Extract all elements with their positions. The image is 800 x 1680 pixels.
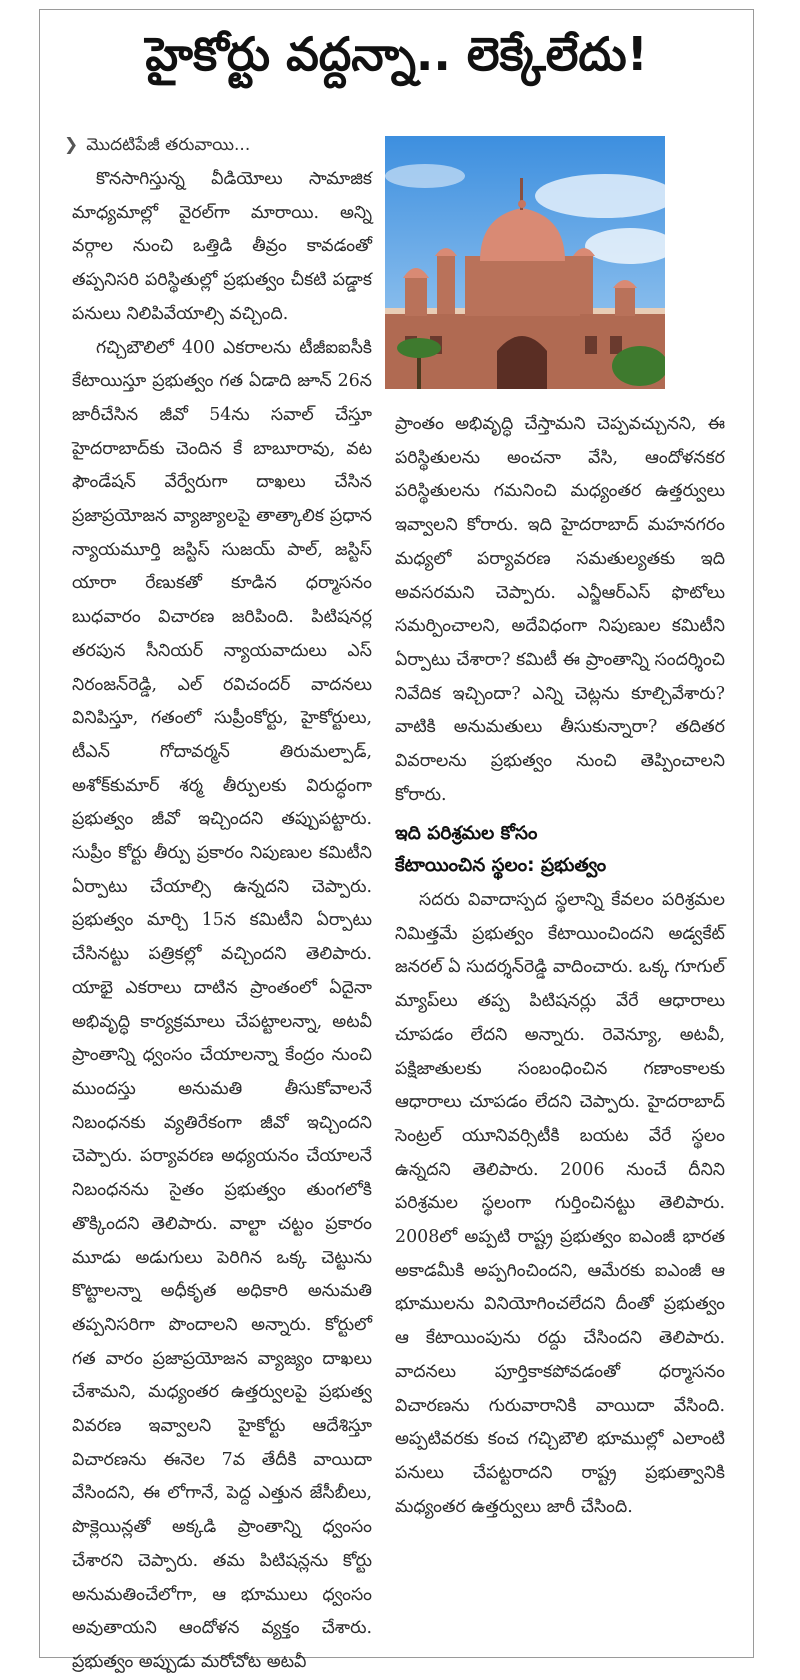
headline: హైకోర్టు వద్దన్నా.. లెక్కేలేదు!	[145, 27, 648, 81]
paragraph: సదరు వివాదాస్పద స్థలాన్ని కేవలం పరిశ్రమల నిమిత్తమే ప్రభుత్వం కేటాయించిందని అడ్వకేట్ జనరల్ ఏ సుదర్శన్‌రెడ్డి వాదించారు. ఒక్క గూగుల్ మ్యాప్‌లు తప్ప పిటిషనర్లు వేరే ఆధారాలు చూపడం లేదని అన్నారు. రెవెన్యూ, అటవీ, పక్షిజాతులకు సంబంధించిన గణాంకాలకు ఆధారాలు చూపడం లేదని చెప్పారు. హైదరాబాద్ సెంట్రల్ యూనివర్సిటీకి బయట వేరే స్థలం ఉన్నదని తెలిపారు. 2006 నుంచే దీనిని పరిశ్రమల స్థలంగా గుర్తించినట్టు తెలిపారు. 2008లో అప్పటి రాష్ట్ర ప్రభుత్వం ఐఎంజీ భారత అకాడమీకి అప్పగించిందని, ఆమేరకు ఐఎంజీ ఆ భూములను వినియోగించలేదని దీంతో ప్రభుత్వం ఆ కేటాయింపును రద్దు చేసిందని తెలిపారు. వాదనలు పూర్తికాకపోవడంతో ధర్మాసనం విచారణను గురువారానికి వాయిదా వేసింది. అప్పటివరకు కంచ గచ్చిబౌలి భూముల్లో ఎలాంటి పనులు చేపట్టరాదని రాష్ట్ర ప్రభుత్వానికి మధ్యంతర ఉత్తర్వులు జారీ చేసింది.	[395, 890, 725, 1517]
subheading	[395, 818, 725, 882]
chevron-right-icon: ❯	[64, 135, 79, 155]
kicker	[64, 135, 250, 159]
newspaper-clipping	[39, 9, 754, 1672]
left-column	[72, 163, 372, 1680]
paragraph: గచ్చిబౌలిలో 400 ఎకరాలను టీజీఐఐసీకి కేటాయిస్తూ ప్రభుత్వం గత ఏడాది జూన్ 26న జారీచేసిన జీవో 54ను సవాల్ చేస్తూ హైదరాబాద్‌కు చెందిన కే బాబూరావు, వట ఫౌండేషన్ వేర్వేరుగా దాఖలు చేసిన ప్రజాప్రయోజన వ్యాజ్యాలపై తాత్కాలిక ప్రధాన న్యాయమూర్తి జస్టిస్ సుజయ్ పాల్, జస్టిస్ యారా రేణుకతో కూడిన ధర్మాసనం బుధవారం విచారణ జరిపింది. పిటిషనర్ల తరపున సీనియర్ న్యాయవాదులు ఎస్ నిరంజన్‌రెడ్డి, ఎల్ రవిచందర్ వాదనలు వినిపిస్తూ, గతంలో సుప్రీంకోర్టు, హైకోర్టులు, టీఎన్ గోదావర్మన్ తిరుమల్పాడ్, అశోక్‌కుమార్ శర్మ తీర్పులకు విరుద్ధంగా ప్రభుత్వం జీవో ఇచ్చిందని తప్పుపట్టారు. సుప్రీం కోర్టు తీర్పు ప్రకారం నిపుణుల కమిటీని ఏర్పాటు చేయాల్సి ఉన్నదని చెప్పారు. ప్రభుత్వం మార్చి 15న కమిటీని ఏర్పాటు చేసినట్టు పత్రికల్లో వచ్చిందని తెలిపారు. యాభై ఎకరాలు దాటిన ప్రాంతంలో ఏదైనా అభివృద్ధి కార్యక్రమాలు చేపట్టాలన్నా, అటవీ ప్రాంతాన్ని ధ్వంసం చేయాలన్నా కేంద్రం నుంచి ముందస్తు అనుమతి తీసుకోవాలనే నిబంధనకు వ్యతిరేకంగా జీవో ఇచ్చిందని చెప్పారు. పర్యావరణ అధ్యయనం చేయాలనే నిబంధనను సైతం ప్రభుత్వం తుంగలోకి తొక్కిందని తెలిపారు. వాల్టా చట్టం ప్రకారం మూడు అడుగులు పెరిగిన ఒక్క చెట్టును కొట్టాలన్నా అధీకృత అధికారి అనుమతి తప్పనిసరిగా పొందాలని అన్నారు. కోర్టులో గత వారం ప్రజాప్రయోజన వ్యాజ్యం దాఖలు చేశామని, మధ్యంతర ఉత్తర్వులపై ప్రభుత్వ వివరణ ఇవ్వాలని హైకోర్టు ఆదేశిస్తూ విచారణను ఈనెల 7వ తేదీకి వాయిదా వేసిందని, ఈ లోగానే, పెద్ద ఎత్తున జేసీబీలు, పొక్లెయిన్లతో అక్కడి ప్రాంతాన్ని ధ్వంసం చేశారని చెప్పారు. తమ పిటిషన్లను కోర్టు అనుమతించేలోగా, ఆ భూములు ధ్వంసం అవుతాయని ఆందోళన వ్యక్తం చేశారు. ప్రభుత్వం అప్పుడు మరోచోట అటవీ	[72, 337, 372, 1672]
paragraph: ప్రాంతం అభివృద్ధి చేస్తామని చెప్పవచ్చునని, ఈ పరిస్థితులను అంచనా వేసి, ఆందోళనకర పరిస్థితులను గమనించి మధ్యంతర ఉత్తర్వులు ఇవ్వాలని కోరారు. ఇది హైదరాబాద్ మహనగరం మధ్యలో పర్యావరణ సమతుల్యతకు ఇది అవసరమని చెప్పారు. ఎన్జీఆర్ఎస్ ఫొటోలు సమర్పించాలని, అదేవిధంగా నిపుణుల కమిటీని ఏర్పాటు చేశారా? కమిటీ ఈ ప్రాంతాన్ని సందర్శించి నివేదిక ఇచ్చిందా? ఎన్ని చెట్లను కూల్చివేశారు? వాటికి అనుమతులు తీసుకున్నారా? తదితర వివరాలను ప్రభుత్వం నుంచి తెప్పించాలని కోరారు.	[395, 414, 725, 805]
kicker-text: మొదటిపేజీ తరువాయి...	[86, 135, 251, 155]
right-column-top	[395, 408, 725, 812]
paragraph: కొనసాగిస్తున్న వీడియోలు సామాజిక మాధ్యమాల్లో వైరల్‌గా మారాయి. అన్ని వర్గాల నుంచి ఒత్తిడి తీవ్రం కావడంతో తప్పనిసరి పరిస్థితుల్లో ప్రభుత్వం చీకటి పడ్డాక పనులు నిలిపివేయాల్సి వచ్చింది.	[72, 169, 372, 324]
high-court-photo	[385, 136, 665, 389]
high-court-illustration	[385, 136, 665, 389]
subheading-line-2: కేటాయించిన స్థలం: ప్రభుత్వం	[395, 855, 607, 876]
subheading-line-1: ఇది పరిశ్రమల కోసం	[395, 823, 538, 844]
right-column-bottom	[395, 884, 725, 1524]
